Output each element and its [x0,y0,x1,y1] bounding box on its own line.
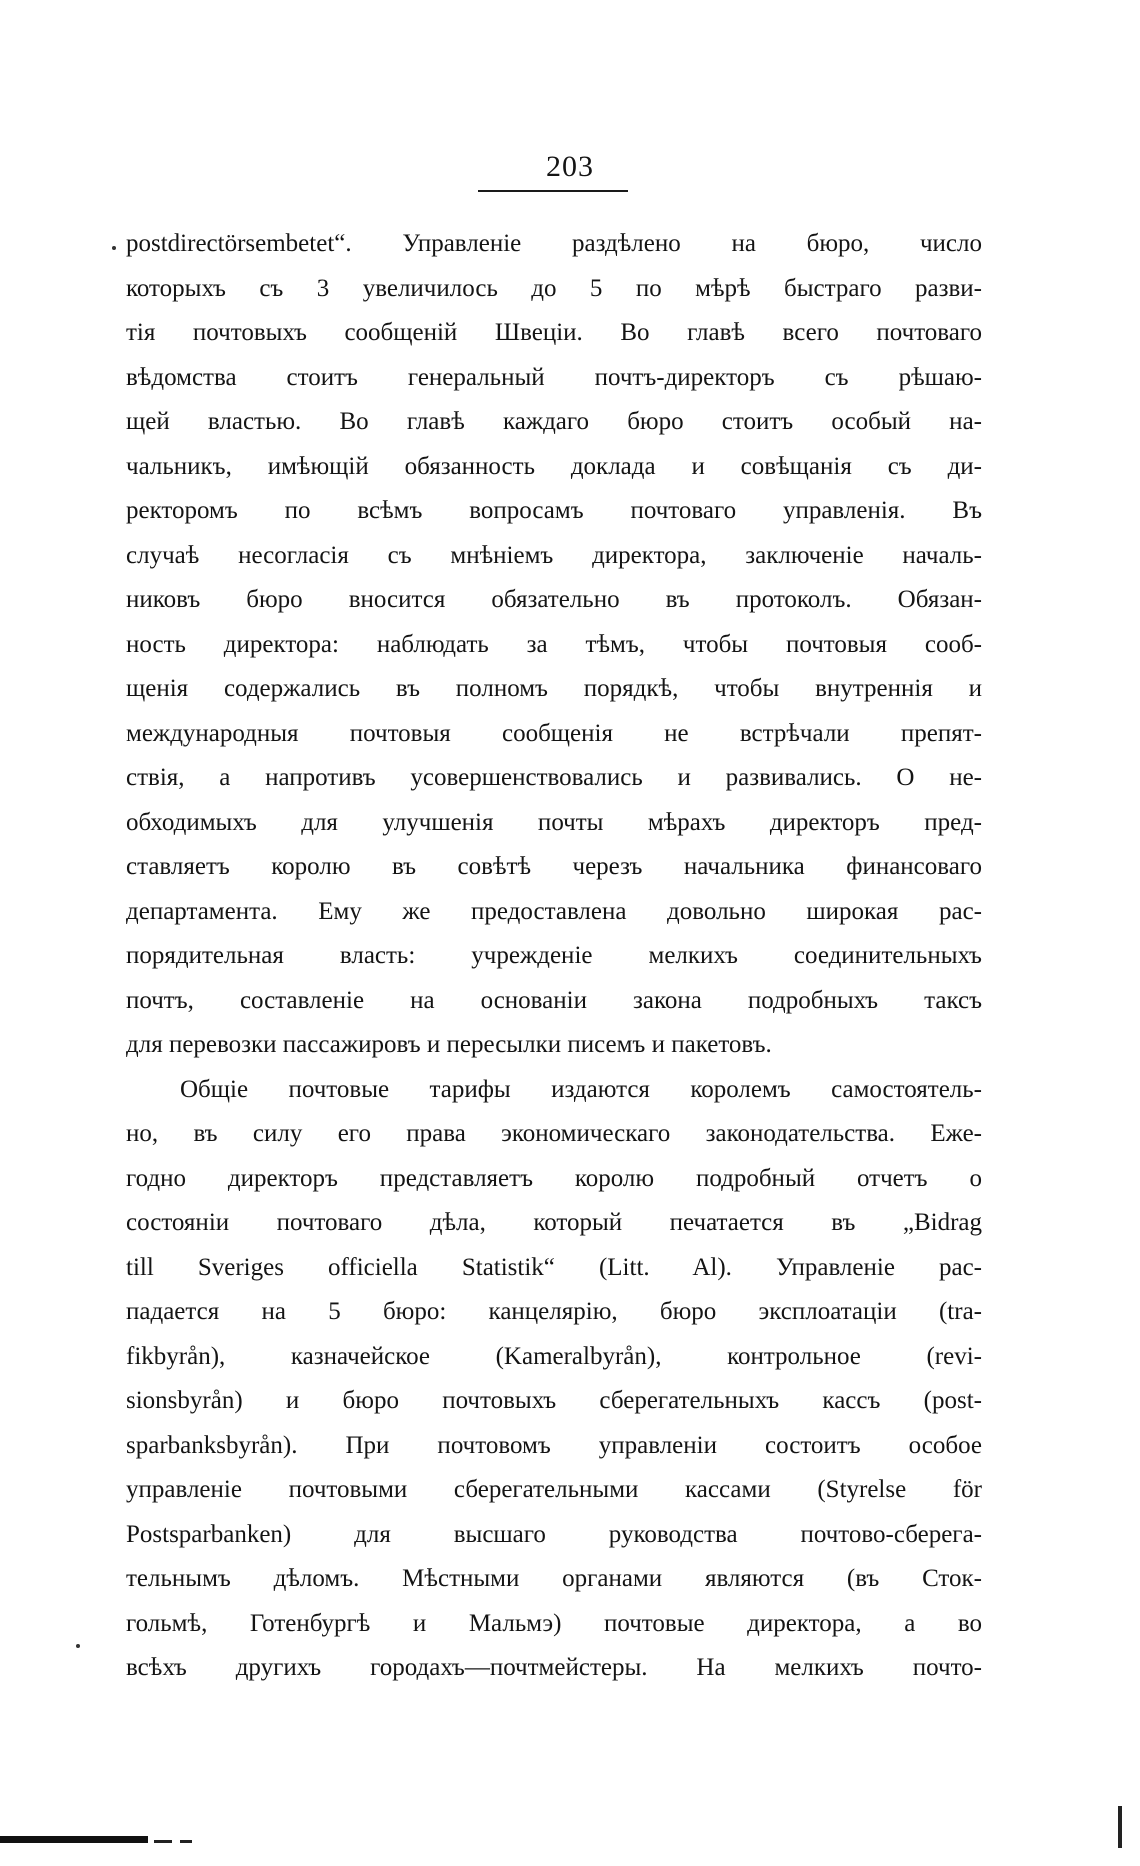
text-line-27: sionsbyrån) и бюро почтовыхъ сберегательныхъ кассъ (post- [126,1387,982,1414]
scan-edge-dash [154,1840,172,1843]
text-line-33: всѣхъ другихъ городахъ—почтмейстеры. На мелкихъ почто- [126,1654,982,1681]
scan-edge-dash [180,1840,192,1843]
body-text [126,222,982,1691]
text-line-16: департамента. Ему же предоставлена довольно широкая рас- [126,897,982,925]
text-line-3: тія почтовыхъ сообщеній Швеціи. Во главѣ всего почтоваго [126,319,982,346]
text-line-18: почтъ, составленіе на основаніи закона подробныхъ таксъ [126,986,982,1014]
text-line-15: ставляетъ королю въ совѣтѣ черезъ начальника финансоваго [126,853,982,880]
text-line-17: порядительная власть: учрежденіе мелкихъ соединительныхъ [126,942,982,969]
text-line-5: щей властью. Во главѣ каждаго бюро стоитъ особый на- [126,408,982,435]
text-line-31: тельнымъ дѣломъ. Мѣстными органами являются (въ Сток- [126,1565,982,1592]
text-line-10: ность директора: наблюдать за тѣмъ, чтобы почтовыя сооб- [126,630,982,658]
text-line-2: которыхъ съ 3 увеличилось до 5 по мѣрѣ быстраго разви- [126,274,982,302]
scan-edge-mark [1118,1806,1122,1848]
text-line-22: годно директоръ представляетъ королю подробный отчетъ о [126,1164,982,1192]
text-line-12: международныя почтовыя сообщенія не встрѣчали препят- [126,719,982,747]
text-line-19: для перевозки пассажировъ и пересылки писемъ и пакетовъ. [126,1031,772,1058]
text-line-7: ректоромъ по всѣмъ вопросамъ почтоваго управленія. Въ [126,497,982,524]
text-line-6: чальникъ, имѣющій обязанность доклада и совѣщанія съ ди- [126,452,982,480]
page-number: 203 [546,150,594,183]
text-line-1: postdirectörsembetet“. Управленіе раздѣлено на бюро, число [126,230,982,257]
scan-speck [112,246,116,250]
text-line-11: щенія содержались въ полномъ порядкѣ, чтобы внутреннія и [126,675,982,702]
text-line-13: ствія, а напротивъ усовершенствовались и развивались. О не- [126,764,982,791]
scan-edge-bar [0,1836,148,1843]
text-line-4: вѣдомства стоитъ генеральный почтъ-директоръ съ рѣшаю- [126,363,982,391]
page-number-rule [478,190,628,192]
scan-speck [76,1644,80,1648]
text-line-23: состояніи почтоваго дѣла, который печатается въ „Bidrag [126,1209,982,1236]
text-line-32: гольмѣ, Готенбургѣ и Мальмэ) почтовые директора, а во [126,1609,982,1637]
text-line-29: управленіе почтовыми сберегательными кассами (Styrelse för [126,1476,982,1503]
text-line-9: никовъ бюро вносится обязательно въ протоколъ. Обязан- [126,586,982,613]
text-line-30: Postsparbanken) для высшаго руководства почтово-сберега- [126,1520,982,1548]
text-line-20: Общіе почтовые тарифы издаются королемъ самостоятель- [180,1075,982,1103]
text-line-24: till Sveriges officiella Statistik“ (Litt. Al). Управленіе рас- [126,1253,982,1281]
text-line-8: случаѣ несогласія съ мнѣніемъ директора, заключеніе началь- [126,541,982,569]
text-line-21: но, въ силу его права экономическаго законодательства. Еже- [126,1120,982,1147]
text-line-25: падается на 5 бюро: канцелярію, бюро эксплоатаціи (tra- [126,1298,982,1325]
text-line-26: fikbyrån), казначейское (Kameralbyrån), контрольное (revi- [126,1342,982,1370]
text-line-14: обходимыхъ для улучшенія почты мѣрахъ директоръ пред- [126,808,982,836]
text-line-28: sparbanksbyrån). При почтовомъ управленіи состоитъ особое [126,1431,982,1459]
